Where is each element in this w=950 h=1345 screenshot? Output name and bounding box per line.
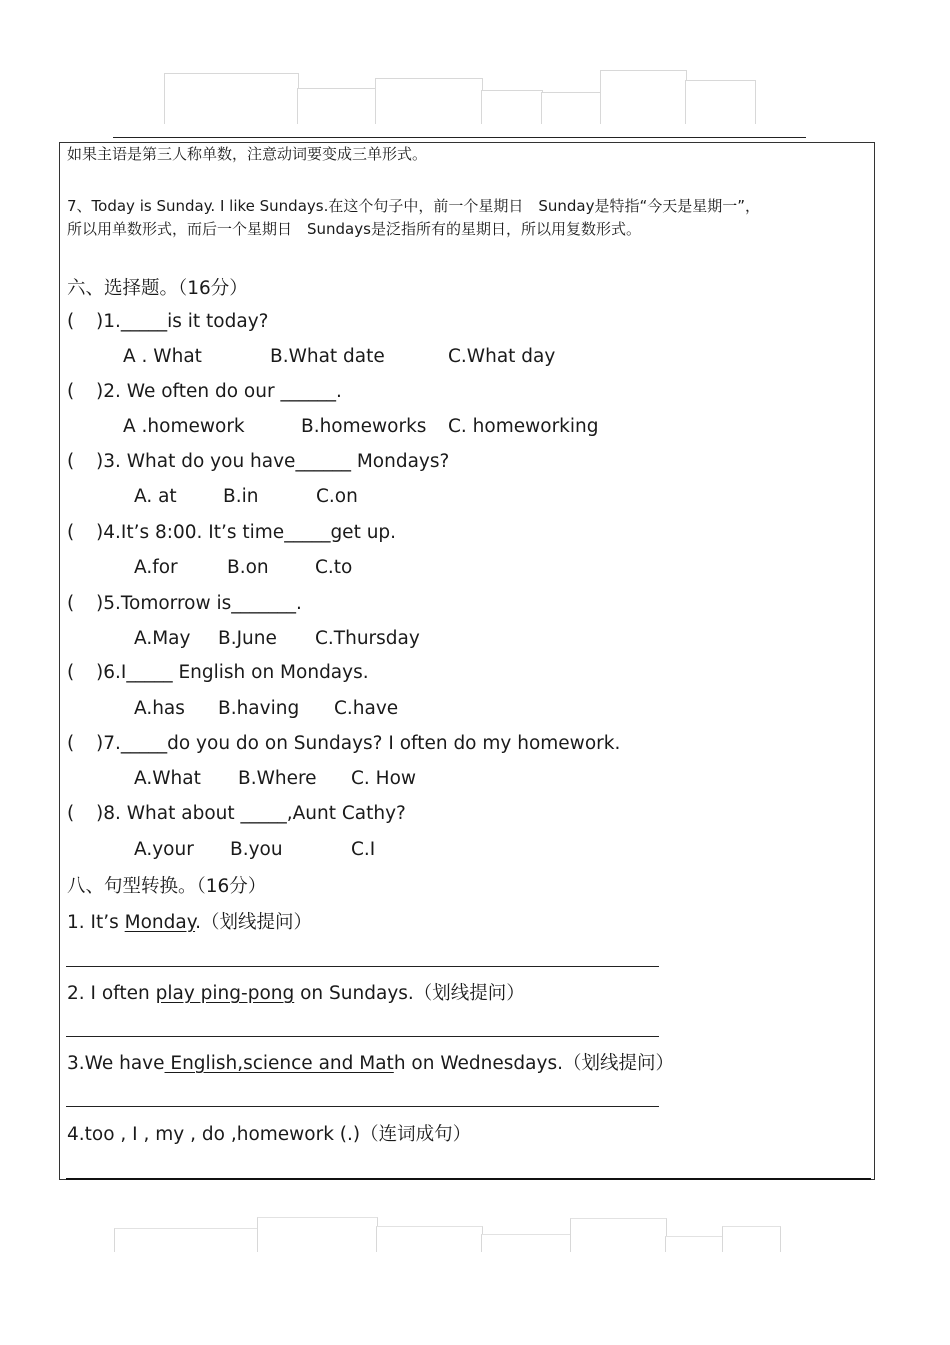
grammar-note-7-line1: 7、Today is Sunday. I like Sundays.在这个句子中，前一个星期日 Sunday是特指“今天是星期一”， — [67, 197, 761, 215]
footer-decoration — [665, 1236, 724, 1252]
question-stem: )7._____do you do on Sundays? I often do my homework. — [96, 733, 621, 754]
option-b: B.What date — [270, 346, 385, 367]
header-decoration — [685, 80, 756, 124]
answer-bracket[interactable]: ( — [67, 662, 75, 683]
sentence-text: 3.We have — [67, 1053, 165, 1074]
option-a: A.your — [134, 839, 194, 860]
answer-bracket[interactable]: ( — [67, 733, 75, 754]
underlined-phrase: Monday — [124, 912, 196, 933]
option-b: B.in — [223, 486, 259, 507]
underlined-phrase: English,science and Mat — [164, 1053, 394, 1074]
option-a: A.May — [134, 628, 191, 649]
grammar-note: 如果主语是第三人称单数，注意动词要变成三单形式。 — [67, 145, 428, 163]
header-decoration — [481, 90, 543, 124]
question-stem: )6.I_____ English on Mondays. — [96, 662, 369, 683]
option-c: C. homeworking — [448, 416, 599, 437]
option-c: C.Thursday — [315, 628, 420, 649]
answer-line[interactable] — [66, 1106, 659, 1107]
header-decoration — [375, 78, 483, 124]
footer-decoration — [376, 1226, 483, 1252]
sentence-text: h on Wednesdays.（划线提问） — [393, 1053, 674, 1074]
footer-decoration — [481, 1234, 572, 1252]
question-stem: )4.It’s 8:00. It’s time_____get up. — [96, 522, 397, 543]
section-6-title: 六、选择题。（16分） — [67, 278, 248, 299]
header-rule — [113, 137, 806, 138]
question-stem: )3. What do you have______ Mondays? — [96, 451, 450, 472]
option-b: B.having — [218, 698, 300, 719]
sentence-4: 4.too , I , my , do ,homework (.)（连词成句） — [67, 1124, 472, 1145]
answer-line[interactable] — [66, 966, 659, 967]
question-stem: )1._____is it today? — [96, 311, 269, 332]
option-b: B.Where — [238, 768, 317, 789]
answer-bracket[interactable]: ( — [67, 593, 75, 614]
sentence-text: .（划线提问） — [195, 912, 312, 933]
sentence-text: on Sundays.（划线提问） — [294, 983, 525, 1004]
option-a: A.has — [134, 698, 185, 719]
option-a: A.for — [134, 557, 178, 578]
header-decoration — [600, 70, 687, 124]
grammar-note-7-line2: 所以用单数形式，而后一个星期日 Sundays是泛指所有的星期日，所以用复数形式。 — [67, 220, 641, 238]
answer-bracket[interactable]: ( — [67, 381, 75, 402]
option-a: A . What — [123, 346, 202, 367]
option-a: A .homework — [123, 416, 245, 437]
answer-bracket[interactable]: ( — [67, 522, 75, 543]
option-b: B.on — [227, 557, 269, 578]
header-decoration — [164, 73, 299, 124]
header-decoration — [541, 92, 602, 124]
option-c: C.What day — [448, 346, 556, 367]
frame-bottom-rule — [66, 1178, 871, 1180]
option-c: C.to — [315, 557, 353, 578]
underlined-phrase: play ping-pong — [155, 983, 295, 1004]
option-b: B.homeworks — [301, 416, 427, 437]
option-c: C.have — [334, 698, 399, 719]
footer-decoration — [722, 1226, 781, 1252]
sentence-1 — [67, 908, 312, 934]
sentence-text: 1. It’s — [67, 912, 125, 933]
option-b: B.you — [230, 839, 283, 860]
footer-decoration — [570, 1218, 667, 1252]
option-a: A.What — [134, 768, 201, 789]
footer-decoration — [257, 1217, 378, 1252]
answer-line[interactable] — [66, 1036, 659, 1037]
sentence-2 — [67, 979, 525, 1005]
option-c: C. How — [351, 768, 417, 789]
answer-bracket[interactable]: ( — [67, 451, 75, 472]
question-stem: )2. We often do our ______. — [96, 381, 342, 402]
question-stem: )8. What about _____,Aunt Cathy? — [96, 803, 406, 824]
answer-bracket[interactable]: ( — [67, 311, 75, 332]
sentence-3 — [67, 1049, 674, 1075]
sentence-text: 2. I often — [67, 983, 156, 1004]
answer-bracket[interactable]: ( — [67, 803, 75, 824]
option-c: C.on — [316, 486, 358, 507]
option-c: C.I — [351, 839, 376, 860]
option-b: B.June — [218, 628, 277, 649]
footer-decoration — [114, 1228, 259, 1252]
header-decoration — [297, 88, 377, 124]
section-8-title: 八、句型转换。（16分） — [67, 876, 267, 897]
question-stem: )5.Tomorrow is_______. — [96, 593, 302, 614]
option-a: A. at — [134, 486, 177, 507]
